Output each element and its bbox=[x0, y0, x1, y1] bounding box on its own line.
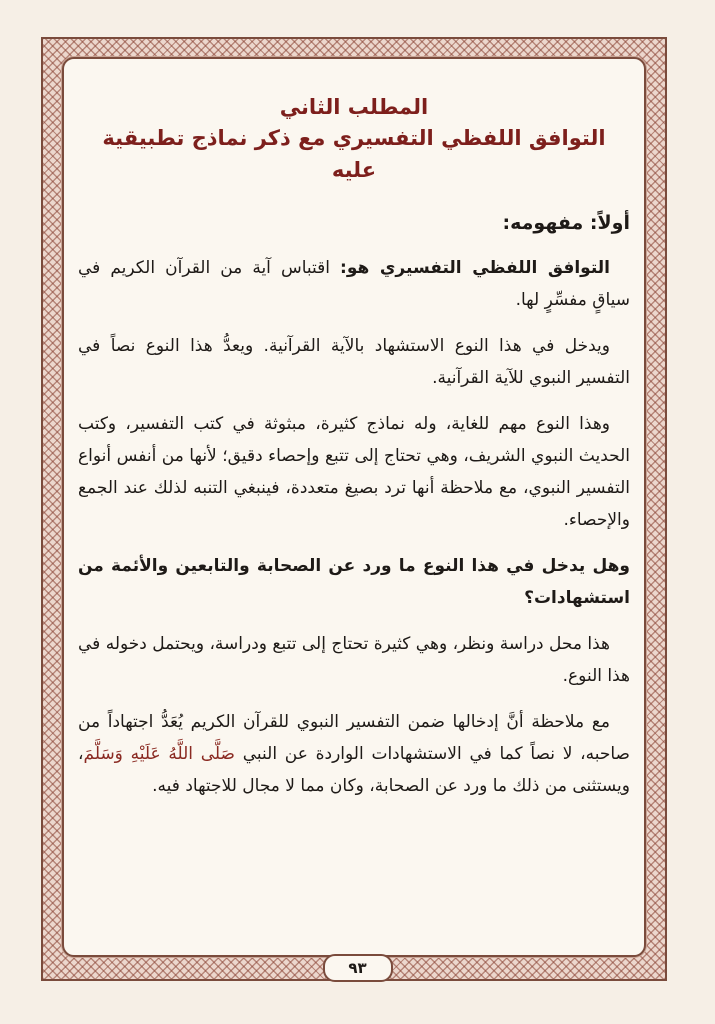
paragraph-2: ويدخل في هذا النوع الاستشهاد بالآية القرآنية. ويعدُّ هذا النوع نصاً في التفسير النبوي للآية القرآنية. bbox=[78, 336, 630, 388]
heading-line-2: التوافق اللفظي التفسيري مع ذكر نماذج تطبيقية عليه bbox=[102, 126, 606, 182]
paragraph-5: هذا محل دراسة ونظر، وهي كثيرة تحتاج إلى تتبع ودراسة، ويحتمل دخوله في هذا النوع. bbox=[78, 634, 630, 686]
chapter-heading bbox=[78, 92, 630, 186]
paragraph-6 bbox=[78, 706, 630, 802]
definition-text: اقتباس آية من القرآن الكريم في سياقٍ مفسِّرٍ لها. bbox=[78, 258, 630, 310]
text-body bbox=[78, 72, 630, 942]
honorific-phrase: صَلَّى اللَّهُ عَلَيْهِ وَسَلَّمَ bbox=[83, 744, 235, 764]
paragraph-3: وهذا النوع مهم للغاية، وله نماذج كثيرة، مبثوثة في كتب التفسير، وكتب الحديث النبوي الشريف، وهي تحتاج إلى تتبع وإحصاء دقيق؛ لأنها من أنفس أنواع التفسير النبوي، مع ملاحظة أنها ترد بصيغ متعددة، فينبغي التنبه لذلك عند الجمع والإحصاء. bbox=[78, 414, 630, 530]
paragraph-6-start: مع ملاحظة أنَّ إدخالها ضمن التفسير النبوي للقرآن الكريم يُعَدُّ اجتهاداً من صاحبه، لا نصاً كما في الاستشهادات الواردة عن النبي bbox=[78, 712, 630, 764]
definition-term: التوافق اللفظي التفسيري هو: bbox=[340, 258, 610, 278]
paragraph-definition bbox=[78, 252, 630, 316]
paragraph-question: وهل يدخل في هذا النوع ما ورد عن الصحابة والتابعين والأئمة من استشهادات؟ bbox=[78, 556, 630, 608]
paragraph-6-end: ، ويستثنى من ذلك ما ورد عن الصحابة، وكان مما لا مجال للاجتهاد فيه. bbox=[78, 744, 630, 796]
heading-line-1: المطلب الثاني bbox=[279, 95, 429, 119]
section-title: أولاً: مفهومه: bbox=[502, 212, 630, 234]
page-number: ٩٣ bbox=[323, 954, 393, 982]
page-footer bbox=[0, 954, 715, 982]
